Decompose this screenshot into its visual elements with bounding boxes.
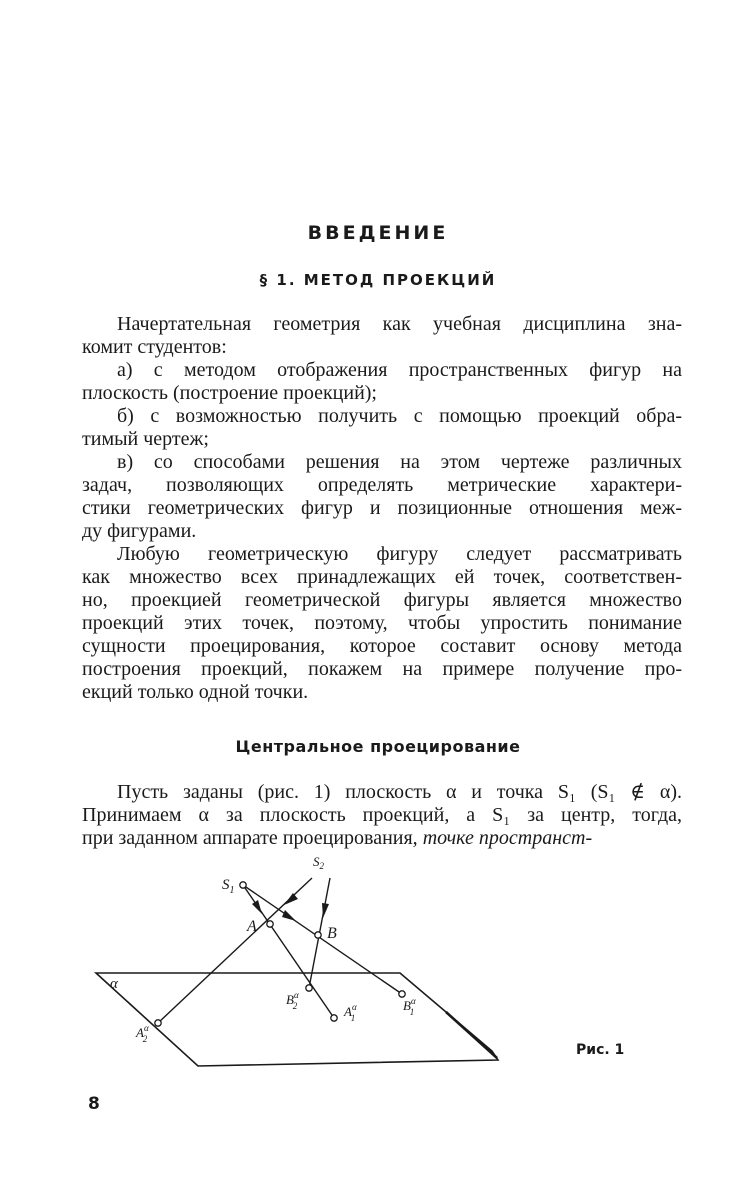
italic-term: точке пространст- [422,827,593,849]
figure-caption: Рис. 1 [576,1042,625,1058]
plane-alpha [96,973,498,1066]
label-alpha: α [110,976,118,992]
chapter-title: ВВЕДЕНИЕ [307,222,449,244]
label-b: B [327,925,337,942]
point-b2-alpha [306,985,312,991]
text-line: екций только одной точки. [82,681,309,703]
arrow-s2-a [284,893,298,905]
label-a2-alpha: $A^\alpha$ 2 [136,1023,149,1044]
text-line: как множество всех принадлежащих ей точек, соответствен- [82,566,682,588]
point-a1-alpha [331,1015,337,1021]
text-line: построения проекций, покажем на примере получение про- [82,658,682,680]
plane-edge-thick [446,1012,497,1058]
subsection-title: Центральное проецирование [235,737,521,756]
text-line: сущности проецирования, которое составит основу метода [82,635,682,657]
point-b [315,932,321,938]
point-a2-alpha [155,1020,161,1026]
page-number: 8 [88,1094,100,1114]
label-s1: $S_1$ [222,877,235,896]
label-a1-alpha: $A^\alpha$ 1 [344,1002,357,1023]
text-line: а) с методом отображения пространственных фигур на [117,359,682,381]
text-line: комит студентов: [82,336,227,358]
text-line: тимый чертеж; [82,428,209,450]
text-line-start: при заданном аппарате проецирования, [82,827,418,849]
label-s2: $S_2$ [313,854,324,871]
text-line: стики геометрических фигур и позиционные отношения меж- [82,497,682,519]
arrow-s1-a [252,900,262,914]
label-b2-alpha: $B^\alpha$ 2 [286,990,299,1011]
text-line: Принимаем α за плоскость проекций, а S₁ за центр, тогда, [82,804,682,826]
text-line: б) с возможностью получить с помощью проекций обра- [117,405,682,427]
ray-s1-b1 [243,885,402,994]
section-title: § 1. МЕТОД ПРОЕКЦИЙ [259,271,497,289]
point-a [267,921,273,927]
text-line: в) со способами решения на этом чертеже различных [117,451,682,473]
point-s1 [240,882,246,888]
label-a: A [247,918,257,935]
text-line: ду фигурами. [82,520,197,542]
text-line: плоскость (построение проекций); [82,382,377,404]
text-line: Пусть заданы (рис. 1) плоскость α и точка S₁ (S₁ ∉ α). [117,781,682,803]
arrow-s1-b [282,910,296,921]
text-line: проекций этих точек, поэтому, чтобы упростить понимание [82,612,682,634]
arrow-s2-b [322,903,329,918]
text-line: задач, позволяющих определять метрические характери- [82,474,682,496]
text-line: Любую геометрическую фигуру следует рассматривать [117,543,682,565]
text-line: Начертательная геометрия как учебная дисциплина зна- [117,313,682,335]
label-b1-alpha: $B^\alpha$ 1 [403,996,416,1017]
point-b1-alpha [399,991,405,997]
text-line: но, проекцией геометрической фигуры является множество [82,589,682,611]
